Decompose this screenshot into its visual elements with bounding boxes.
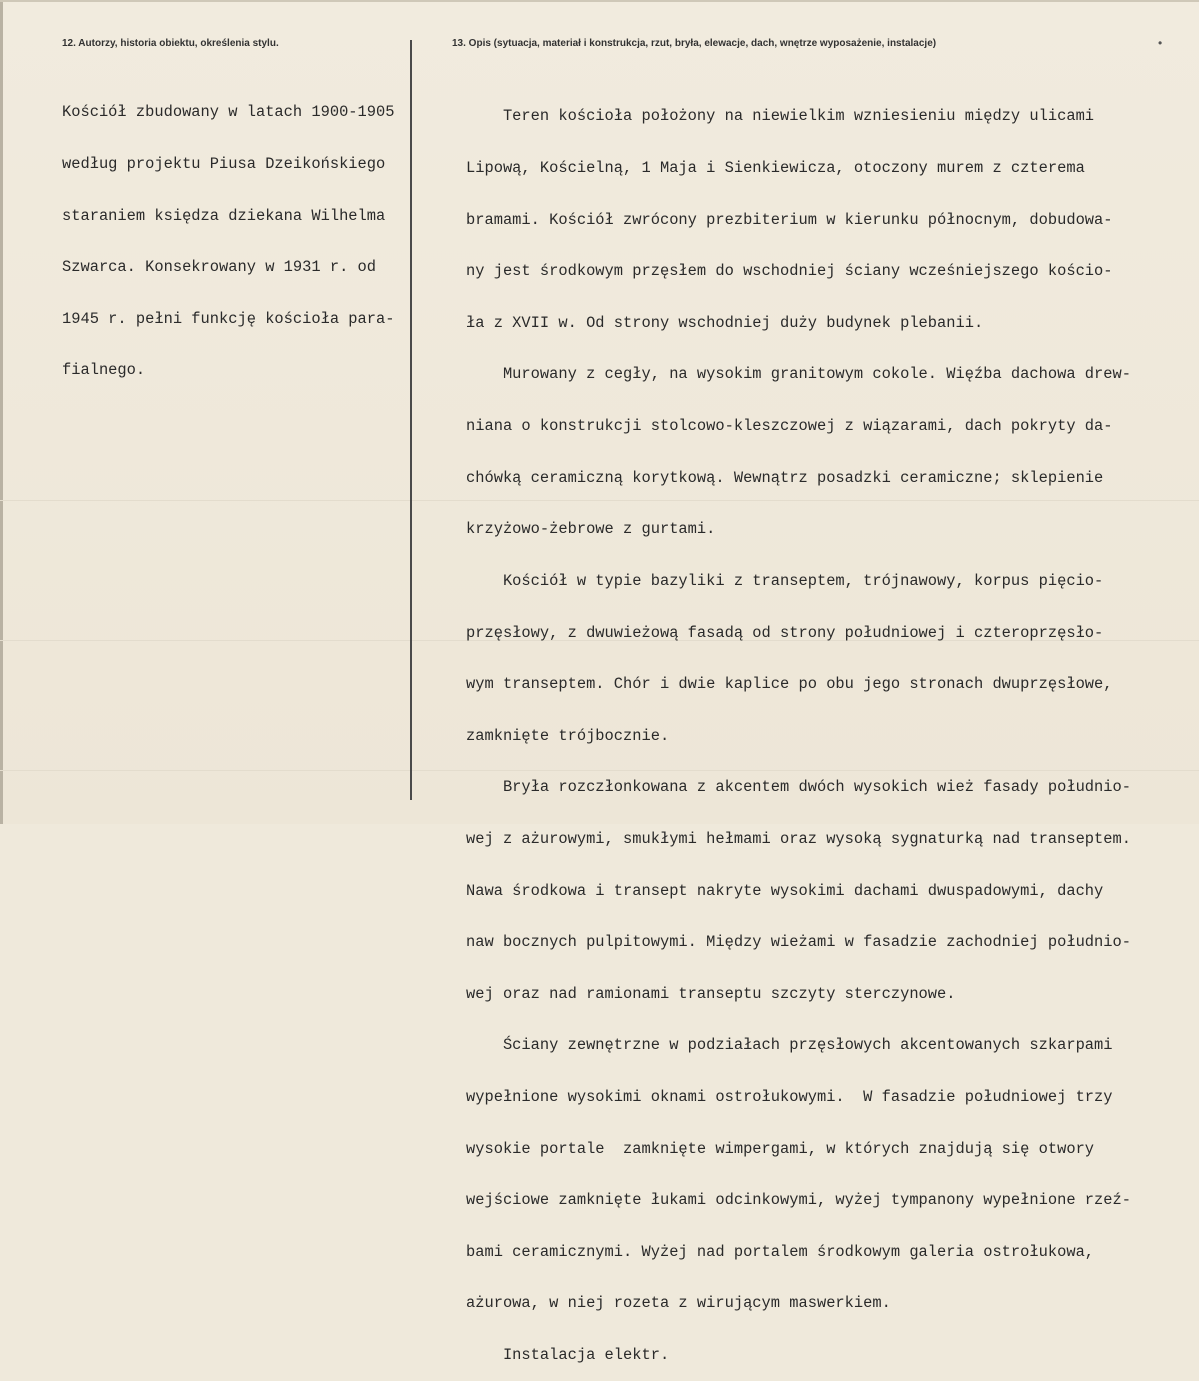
section-12-text: [62, 70, 395, 397]
text-line: Nawa środkowa i transept nakryte wysokimi dachami dwuspadowymi, dachy: [466, 881, 1104, 900]
text-line: Bryła rozczłonkowana z akcentem dwóch wysokich wież fasady południo-: [466, 778, 1131, 797]
text-line: Instalacja elektr.: [466, 1346, 670, 1365]
text-line: Kościół w typie bazyliki z transeptem, trójnawowy, korpus pięcio-: [466, 571, 1104, 590]
text-line: wej oraz nad ramionami transeptu szczyty sterczynowe.: [466, 984, 956, 1003]
section-12-heading: 12. Autorzy, historia obiektu, określenia stylu.: [62, 38, 279, 49]
corner-mark: •: [1158, 36, 1163, 50]
sheet-edge-top: [0, 0, 1199, 2]
text-line: przęsłowy, z dwuwieżową fasadą od strony południowej i czteroprzęsło-: [466, 623, 1104, 642]
text-line: staraniem księdza dziekana Wilhelma: [62, 206, 386, 225]
sheet-edge: [0, 0, 3, 824]
text-line: Kościół zbudowany w latach 1900-1905: [62, 103, 395, 122]
text-line: wym transeptem. Chór i dwie kaplice po obu jego stronach dwuprzęsłowe,: [466, 675, 1113, 694]
text-line: Murowany z cegły, na wysokim granitowym cokole. Więźba dachowa drew-: [466, 365, 1131, 384]
text-line: według projektu Piusa Dzeikońskiego: [62, 155, 386, 174]
text-line: wejściowe zamknięte łukami odcinkowymi, wyżej tympanony wypełnione rzeź-: [466, 1191, 1131, 1210]
text-line: wypełnione wysokimi oknami ostrołukowymi. W fasadzie południowej trzy: [466, 1087, 1113, 1106]
text-line: ażurowa, w niej rozeta z wirującym maswerkiem.: [466, 1294, 891, 1313]
text-line: Ściany zewnętrzne w podziałach przęsłowych akcentowanych szkarpami: [466, 1036, 1113, 1055]
column-divider: [410, 40, 412, 800]
text-line: fialnego.: [62, 361, 146, 380]
text-line: 1945 r. pełni funkcję kościoła para-: [62, 309, 395, 328]
text-line: ny jest środkowym przęsłem do wschodniej ściany wcześniejszego kościo-: [466, 262, 1113, 281]
text-line: bami ceramicznymi. Wyżej nad portalem środkowym galeria ostrołukowa,: [466, 1242, 1095, 1261]
text-line: Lipową, Kościelną, 1 Maja i Sienkiewicza, otoczony murem z czterema: [466, 159, 1085, 178]
text-line: chówką ceramiczną korytkową. Wewnątrz posadzki ceramiczne; sklepienie: [466, 468, 1104, 487]
section-13-text: [466, 74, 1131, 1381]
text-line: niana o konstrukcji stolcowo-kleszczowej z wiązarami, dach pokryty da-: [466, 417, 1113, 436]
text-line: naw bocznych pulpitowymi. Między wieżami w fasadzie zachodniej południo-: [466, 933, 1131, 952]
text-line: Teren kościoła położony na niewielkim wzniesieniu między ulicami: [466, 107, 1095, 126]
text-line: Szwarca. Konsekrowany w 1931 r. od: [62, 258, 377, 277]
text-line: wej z ażurowymi, smukłymi hełmami oraz wysoką sygnaturką nad transeptem.: [466, 829, 1131, 848]
text-line: ła z XVII w. Od strony wschodniej duży budynek plebanii.: [466, 313, 984, 332]
text-line: wysokie portale zamknięte wimpergami, w których znajdują się otwory: [466, 1139, 1095, 1158]
section-13-heading: 13. Opis (sytuacja, materiał i konstrukcja, rzut, bryła, elewacje, dach, wnętrze wyposażenie, instalacje): [452, 38, 937, 49]
text-line: bramami. Kościół zwrócony prezbiterium w kierunku północnym, dobudowa-: [466, 210, 1113, 229]
text-line: krzyżowo-żebrowe z gurtami.: [466, 520, 716, 539]
text-line: zamknięte trójbocznie.: [466, 726, 670, 745]
